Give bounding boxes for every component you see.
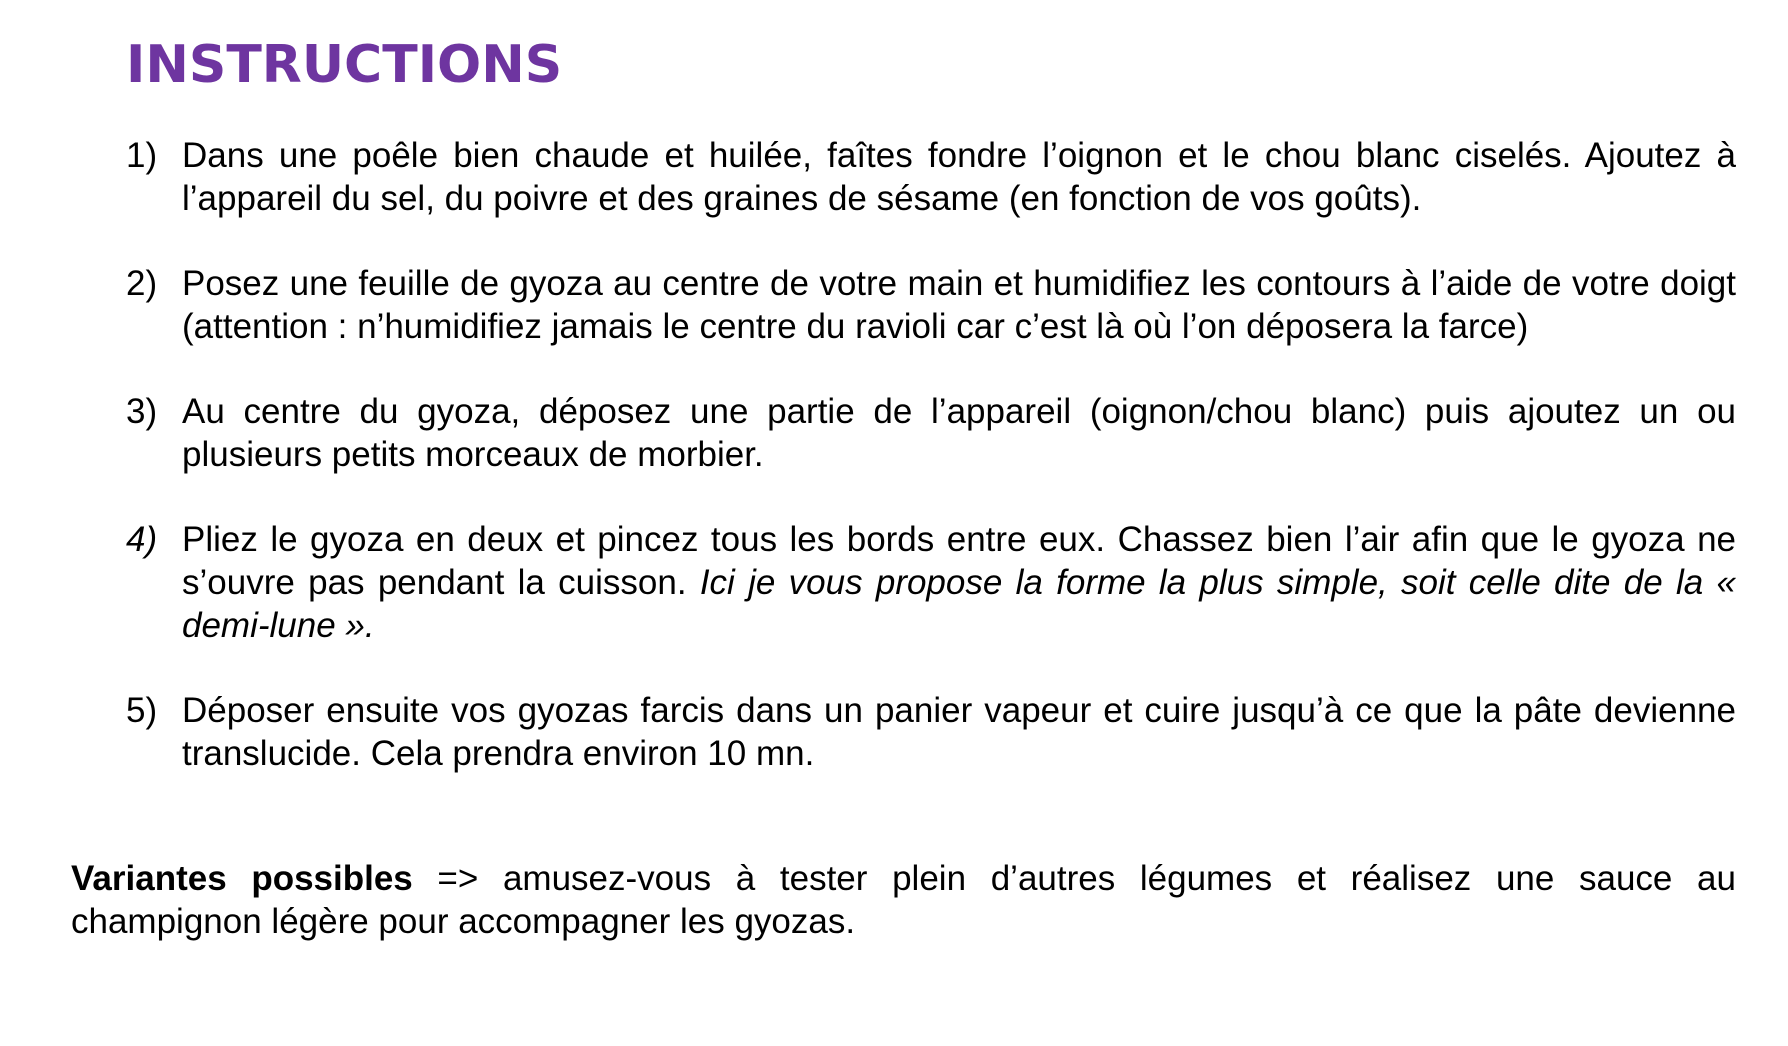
instruction-steps [126, 134, 1736, 817]
instruction-step-4 [126, 518, 1736, 647]
step-italic-note: Ici je vous propose la forme la plus simple, soit celle dite de la « demi-lune ». [182, 563, 1736, 645]
step-number: 1) [126, 136, 158, 175]
variants-text: => amusez-vous à tester plein d’autres légumes et réalisez une sauce au champignon légère pour accompagner les gyozas. [71, 859, 1736, 941]
step-number: 2) [126, 264, 158, 303]
page-title: INSTRUCTIONS [126, 35, 563, 95]
instruction-step-3 [126, 390, 1736, 476]
instruction-step-1 [126, 134, 1736, 220]
variants-label: Variantes possibles [71, 859, 413, 898]
variants-paragraph [71, 857, 1736, 943]
step-text: Pliez le gyoza en deux et pincez tous les bords entre eux. Chassez bien l’air afin que le gyoza ne s’ouvre pas pendant la cuisson. [182, 520, 1736, 602]
step-number: 5) [126, 691, 158, 730]
step-text-container [182, 518, 1736, 647]
instruction-step-2 [126, 262, 1736, 348]
instruction-step-5 [126, 689, 1736, 775]
step-number: 4) [126, 520, 158, 559]
step-text: Déposer ensuite vos gyozas farcis dans un panier vapeur et cuire jusqu’à ce que la pâte devienne translucide. Cela prendra environ 10 mn. [182, 691, 1736, 773]
step-text: Au centre du gyoza, déposez une partie de l’appareil (oignon/chou blanc) puis ajoutez un ou plusieurs petits morceaux de morbier. [182, 392, 1736, 474]
step-text: Posez une feuille de gyoza au centre de votre main et humidifiez les contours à l’aide de votre doigt (attention : n’humidifiez jamais le centre du ravioli car c’est là où l’on déposera la farce) [182, 264, 1736, 346]
step-text: Dans une poêle bien chaude et huilée, faîtes fondre l’oignon et le chou blanc ciselés. Ajoutez à l’appareil du sel, du poivre et des graines de sésame (en fonction de vos goûts). [182, 136, 1736, 218]
step-number: 3) [126, 392, 158, 431]
